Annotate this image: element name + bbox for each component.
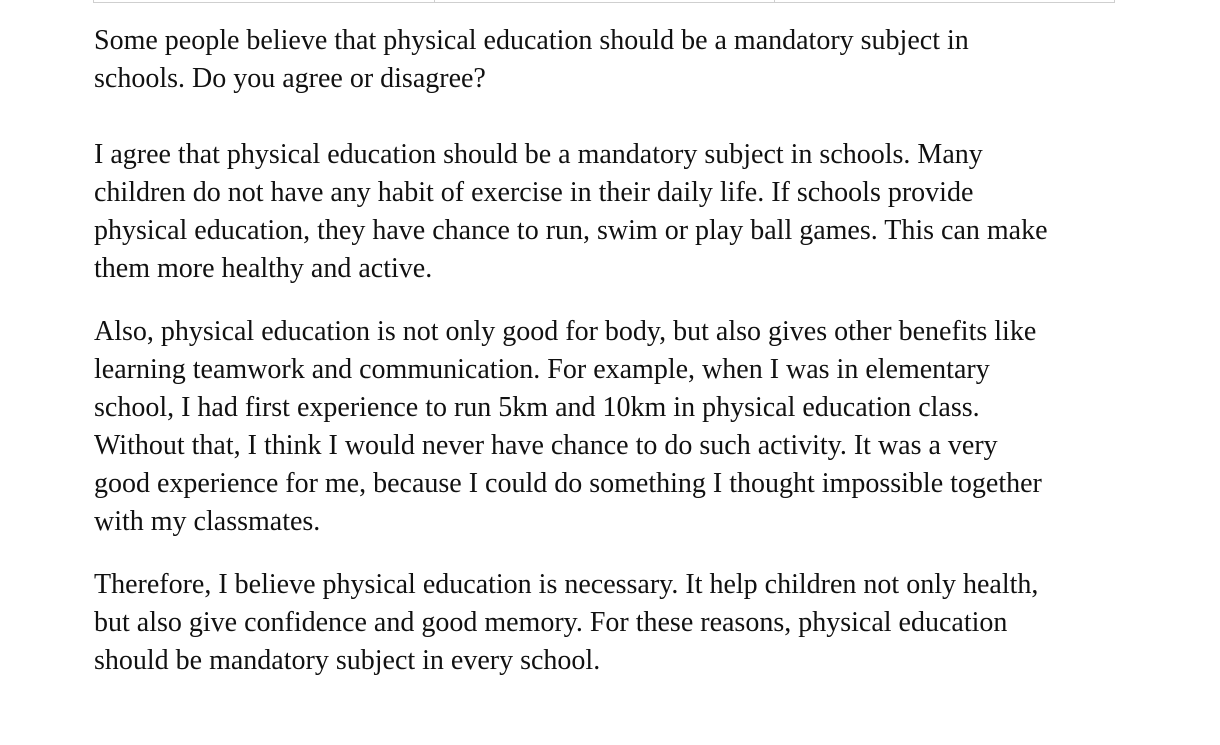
table-bottom-edge [93, 0, 1115, 3]
text-line: Some people believe that physical education should be a mandatory subject in [94, 25, 969, 56]
text-line: with my classmates. [94, 506, 321, 537]
text-line: Without that, I think I would never have chance to do such activity. It was a very [94, 430, 998, 461]
text-line: school, I had first experience to run 5km and 10km in physical education class. [94, 392, 980, 423]
table-column-divider [774, 0, 775, 2]
document-body [94, 22, 1114, 705]
essay-prompt [94, 22, 1114, 98]
text-line: Also, physical education is not only good for body, but also gives other benefits like [94, 316, 1037, 347]
text-line: them more healthy and active. [94, 253, 433, 284]
text-line: Therefore, I believe physical education is necessary. It help children not only health, [94, 569, 1039, 600]
text-line: good experience for me, because I could do something I thought impossible together [94, 468, 1042, 499]
text-line: but also give confidence and good memory. For these reasons, physical education [94, 607, 1008, 638]
essay-paragraph-3 [94, 566, 1114, 680]
essay-paragraph-2 [94, 313, 1114, 541]
table-column-divider [434, 0, 435, 2]
text-line: should be mandatory subject in every school. [94, 645, 601, 676]
text-line: learning teamwork and communication. For example, when I was in elementary [94, 354, 990, 385]
text-line: I agree that physical education should be a mandatory subject in schools. Many [94, 139, 983, 170]
text-line: children do not have any habit of exercise in their daily life. If schools provide [94, 177, 974, 208]
essay-paragraph-1 [94, 136, 1114, 288]
text-line: physical education, they have chance to run, swim or play ball games. This can make [94, 215, 1048, 246]
text-line: schools. Do you agree or disagree? [94, 63, 486, 94]
